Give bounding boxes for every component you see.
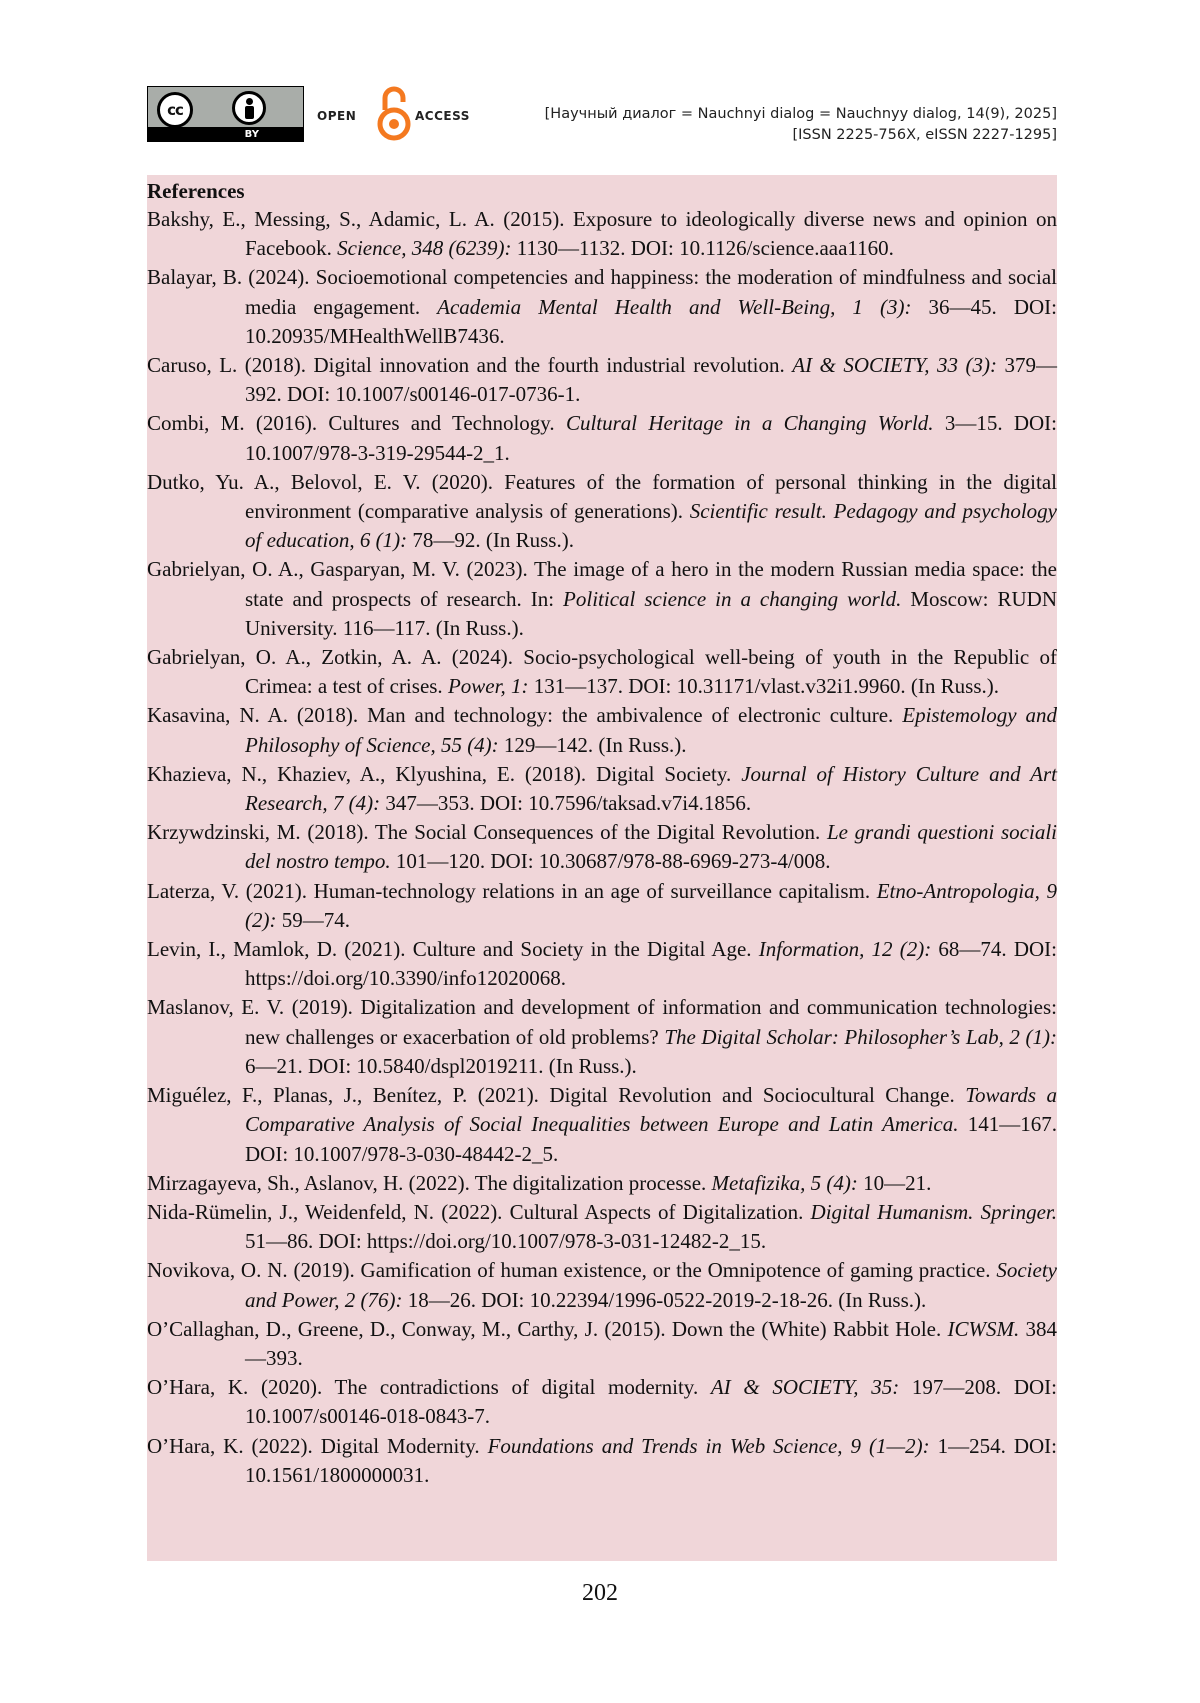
reference-entry <box>147 993 1057 1081</box>
reference-entry <box>147 468 1057 556</box>
reference-source: Journal of History Culture and Art Research, 7 (4): <box>245 761 1057 816</box>
reference-text: O’Hara, K. (2022). Digital Modernity. <box>147 1433 488 1458</box>
reference-details: 36—45. DOI: 10.20935/MHealthWellB7436. <box>245 294 1057 348</box>
reference-text: O’Callaghan, D., Greene, D., Conway, M., Carthy, J. (2015). Down the (White) Rabbit Hole. <box>147 1316 948 1341</box>
reference-source: Scientific result. Pedagogy and psychology of education, 6 (1): <box>245 499 1057 553</box>
reference-text: Bakshy, E., Messing, S., Adamic, L. A. (2015). Exposure to ideologically diverse news and opinion on Facebook. <box>147 207 1057 261</box>
open-access-access-text: ACCESS <box>415 109 470 123</box>
reference-source: Digital Humanism. Springer. <box>810 1199 1058 1224</box>
reference-text: Levin, I., Mamlok, D. (2021). Culture and Society in the Digital Age. <box>147 937 759 962</box>
reference-source: AI & SOCIETY, 35: <box>710 1375 900 1400</box>
reference-source: Academia Mental Health and Well-Being, 1 (3): <box>437 294 912 319</box>
reference-details: 141—167. DOI: 10.1007/978-3-030-48442-2_5. <box>245 1112 1057 1166</box>
reference-text: Nida-Rümelin, J., Weidenfeld, N. (2022). Cultural Aspects of Digitalization. <box>147 1199 811 1224</box>
reference-entry <box>147 1169 1057 1198</box>
references-heading: References <box>147 179 245 203</box>
reference-entry <box>147 1432 1057 1490</box>
reference-details: Moscow: RUDN University. 116—117. (In Russ.). <box>245 586 1057 640</box>
reference-details: 3—15. DOI: 10.1007/978-3-319-29544-2_1. <box>245 411 1057 465</box>
reference-source: Science, 348 (6239): <box>337 236 512 261</box>
reference-details: 379—392. DOI: 10.1007/s00146-017-0736-1. <box>245 353 1058 407</box>
journal-issn-line: [ISSN 2225-756X, eISSN 2227-1295] <box>792 127 1057 143</box>
reference-source: Political science in a changing world. <box>563 586 902 611</box>
reference-details: 347—353. DOI: 10.7596/taksad.v7i4.1856. <box>380 791 752 816</box>
reference-source: Le grandi questioni sociali del nostro tempo. <box>245 820 1058 874</box>
reference-details: 78—92. (In Russ.). <box>407 528 574 553</box>
creative-commons-icon: cc <box>157 92 193 128</box>
reference-details: 129—142. (In Russ.). <box>498 732 687 757</box>
references-section <box>147 175 1057 1561</box>
reference-source: Society and Power, 2 (76): <box>245 1258 1057 1312</box>
reference-source: Foundations and Trends in Web Science, 9 (1—2): <box>487 1433 930 1458</box>
reference-details: 197—208. DOI: 10.1007/s00146-018-0843-7. <box>245 1375 1057 1429</box>
attribution-person-icon <box>232 91 266 125</box>
reference-details: 1—254. DOI: 10.1561/1800000031. <box>245 1433 1057 1487</box>
open-access-open-text: OPEN <box>317 109 357 123</box>
reference-details: 131—137. DOI: 10.31171/vlast.v32i1.9960. (In Russ.). <box>528 674 999 699</box>
journal-citation <box>545 104 1057 146</box>
reference-text: Mirzagayeva, Sh., Aslanov, H. (2022). The digitalization processe. <box>147 1170 712 1195</box>
open-lock-icon <box>375 86 413 142</box>
reference-text: Balayar, B. (2024). Socioemotional competencies and happiness: the moderation of mindfulness and social media engagement. <box>147 265 1057 319</box>
reference-entry <box>147 935 1057 993</box>
reference-entry <box>147 1081 1057 1169</box>
reference-entry <box>147 1373 1057 1431</box>
license-label-bar <box>148 127 303 141</box>
reference-entry <box>147 351 1057 409</box>
reference-details: 1130—1132. DOI: 10.1126/science.aaa1160. <box>511 236 894 261</box>
reference-entry <box>147 643 1057 701</box>
reference-source: Power, 1: <box>447 674 529 699</box>
reference-text: Maslanov, E. V. (2019). Digitalization and development of information and communication technologies: new challenges or exacerbation of old problems? <box>147 995 1057 1049</box>
reference-text: Krzywdzinski, M. (2018). The Social Consequences of the Digital Revolution. <box>147 820 827 845</box>
reference-details: 384—393. <box>245 1316 1057 1370</box>
reference-entry <box>147 760 1057 818</box>
reference-entry <box>147 1198 1057 1256</box>
cc-by-license-badge[interactable] <box>147 86 304 142</box>
reference-details: 101—120. DOI: 10.30687/978-88-6969-273-4/008. <box>390 849 831 874</box>
reference-text: Gabrielyan, O. A., Zotkin, A. A. (2024). Socio-psychological well-being of youth in the Republic of Crimea: a test of crises. <box>147 645 1057 699</box>
references-list <box>147 205 1057 1490</box>
reference-text: Kasavina, N. A. (2018). Man and technology: the ambivalence of electronic culture. <box>147 703 903 728</box>
reference-text: Gabrielyan, O. A., Gasparyan, M. V. (2023). The image of a hero in the modern Russian media space: the state and prospects of research. In: <box>147 557 1057 611</box>
reference-entry <box>147 1256 1057 1314</box>
reference-entry <box>147 263 1057 351</box>
open-access-logo <box>317 86 470 142</box>
reference-entry <box>147 205 1057 263</box>
reference-source: Towards a Comparative Analysis of Social Inequalities between Europe and Latin America. <box>245 1083 1057 1137</box>
reference-text: Khazieva, N., Khaziev, A., Klyushina, E. (2018). Digital Society. <box>147 761 742 786</box>
reference-details: 68—74. DOI: https://doi.org/10.3390/info12020068. <box>245 937 1057 991</box>
reference-details: 6—21. DOI: 10.5840/dspl2019211. (In Russ.). <box>245 1053 637 1078</box>
reference-source: Epistemology and Philosophy of Science, 55 (4): <box>245 703 1058 757</box>
reference-source: AI & SOCIETY, 33 (3): <box>792 353 998 378</box>
reference-text: Dutko, Yu. A., Belovol, E. V. (2020). Features of the formation of personal thinking in the digital environment (comparative analysis of generations). <box>147 469 1057 524</box>
reference-details: 59—74. <box>276 907 350 932</box>
page-number: 202 <box>582 1580 618 1606</box>
reference-entry <box>147 1315 1057 1373</box>
reference-source: Etno-Antropologia, 9 (2): <box>245 878 1057 932</box>
page-header <box>147 86 1057 146</box>
reference-source: ICWSM. <box>947 1316 1020 1341</box>
reference-details: 10—21. <box>857 1170 932 1195</box>
reference-details: 51—86. DOI: https://doi.org/10.1007/978-3-031-12482-2_15. <box>245 1229 767 1254</box>
reference-source: Information, 12 (2): <box>758 937 932 962</box>
reference-entry <box>147 818 1057 876</box>
reference-entry <box>147 409 1057 467</box>
reference-details: 18—26. DOI: 10.22394/1996-0522-2019-2-18-26. (In Russ.). <box>402 1287 927 1312</box>
reference-text: O’Hara, K. (2020). The contradictions of digital modernity. <box>147 1375 711 1400</box>
reference-text: Miguélez, F., Planas, J., Benítez, P. (2021). Digital Revolution and Sociocultural Change. <box>147 1083 966 1108</box>
journal-title-line: [Научный диалог = Nauchnyi dialog = Nauchnyy dialog, 14(9), 2025] <box>544 106 1057 122</box>
reference-text: Caruso, L. (2018). Digital innovation and the fourth industrial revolution. <box>147 353 793 378</box>
reference-entry <box>147 701 1057 759</box>
reference-source: Cultural Heritage in a Changing World. <box>565 411 934 436</box>
reference-text: Laterza, V. (2021). Human-technology relations in an age of surveillance capitalism. <box>147 878 877 903</box>
reference-entry <box>147 555 1057 643</box>
license-by-label: BY <box>244 129 259 140</box>
reference-text: Combi, M. (2016). Cultures and Technology. <box>147 411 566 436</box>
reference-entry <box>147 877 1057 935</box>
reference-source: The Digital Scholar: Philosopher’s Lab, 2 (1): <box>664 1024 1057 1049</box>
reference-text: Novikova, O. N. (2019). Gamification of human existence, or the Omnipotence of gaming practice. <box>147 1258 997 1283</box>
reference-source: Metafizika, 5 (4): <box>711 1170 858 1195</box>
